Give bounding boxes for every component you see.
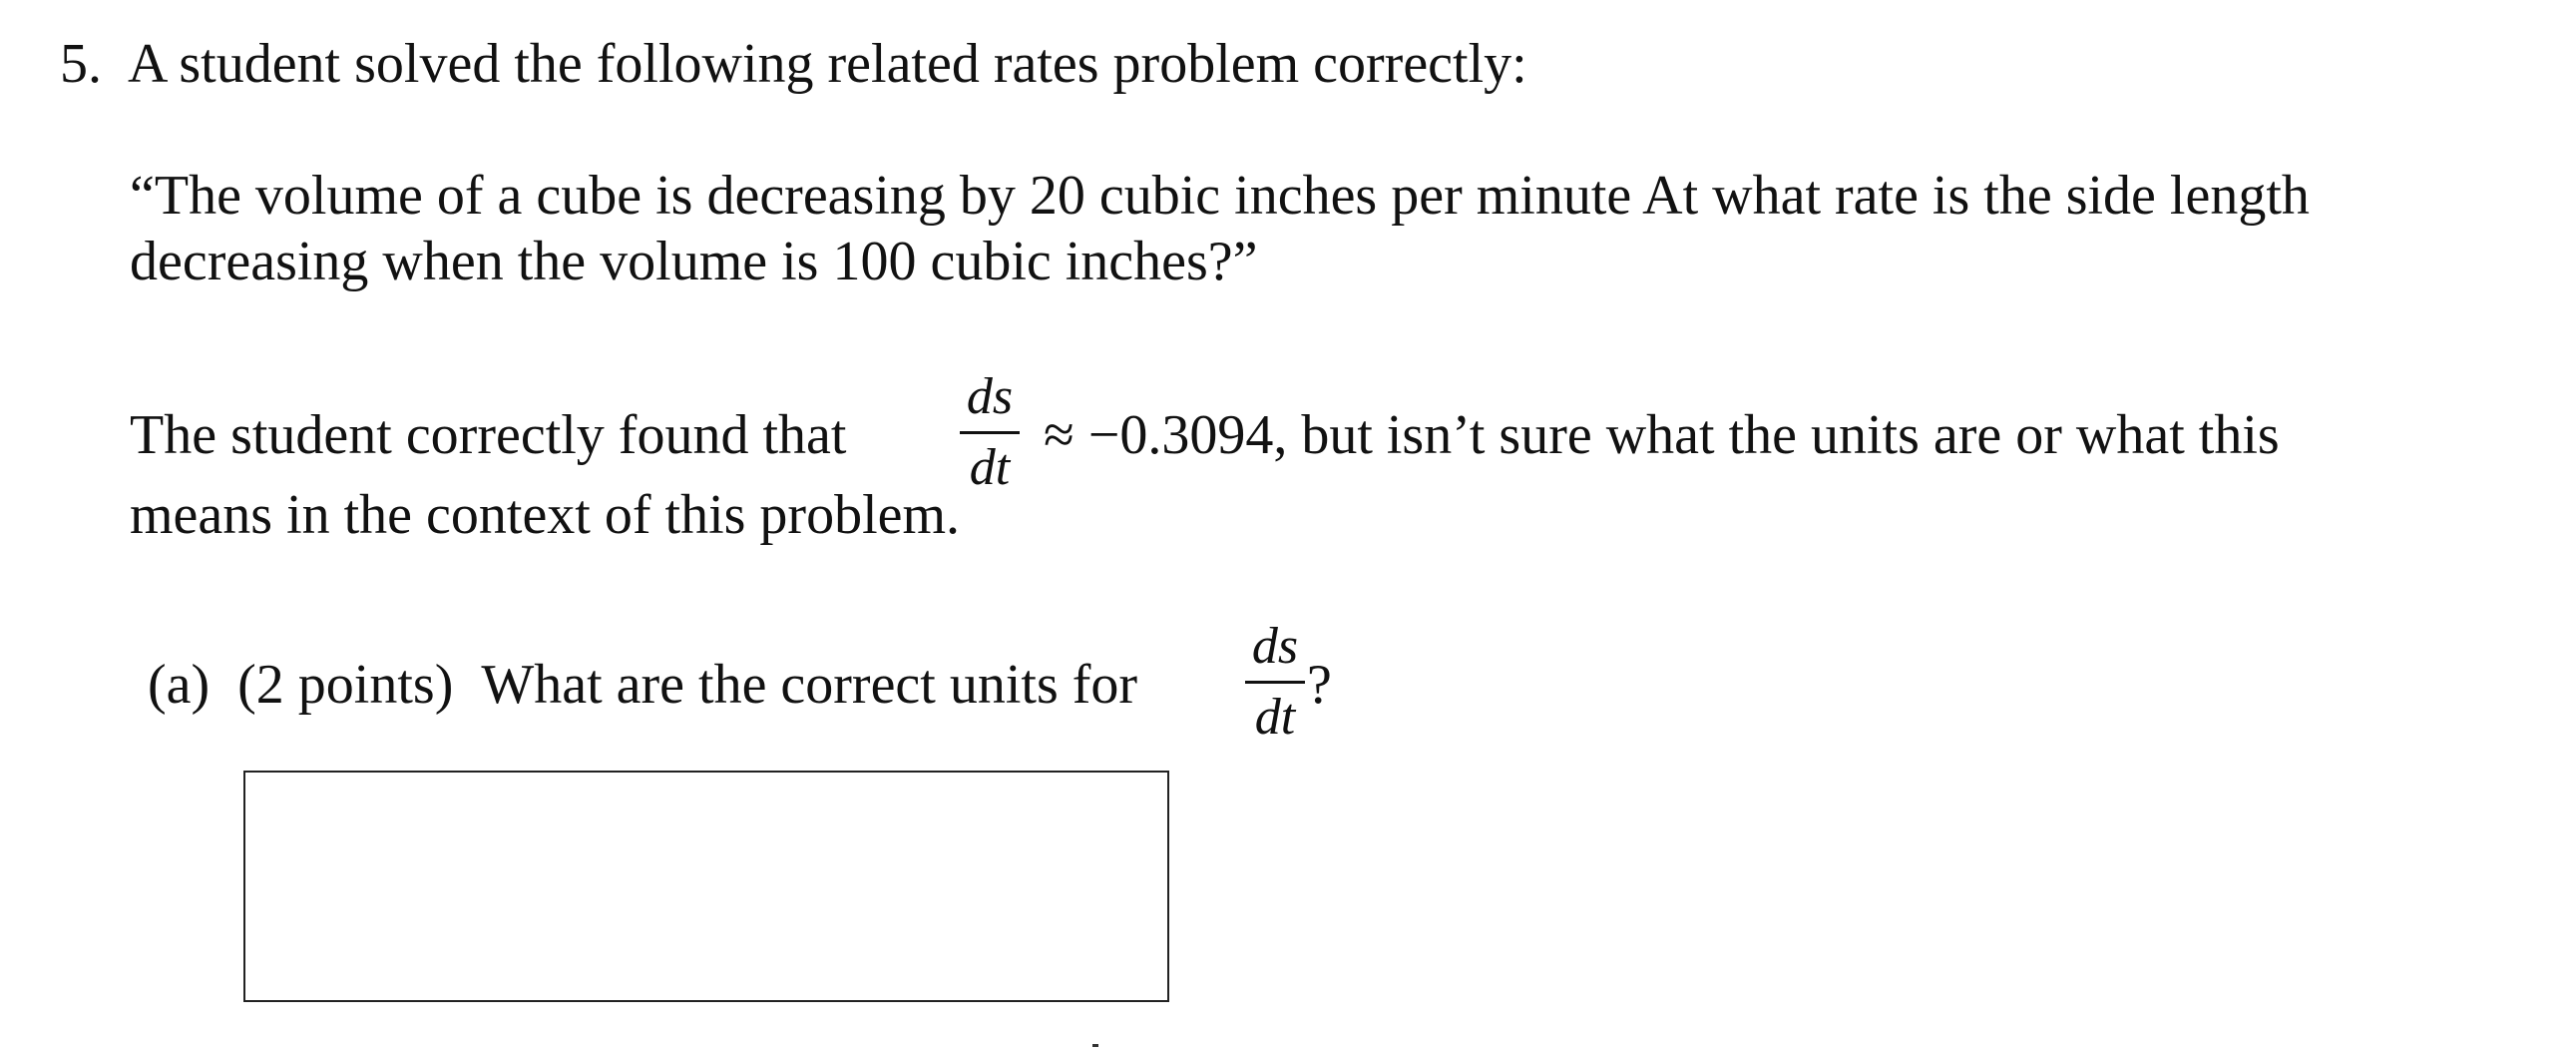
part-a-question [148,654,1138,716]
fraction-denominator: dt [1254,689,1296,746]
part-a-question-text: What are the correct units for [481,654,1138,716]
part-a-points: (2 points) [237,654,454,716]
quote-line-1: “The volume of a cube is decreasing by 20 cubic inches per minute At what rate is the side length [130,165,2310,227]
problem-header [60,33,1527,95]
part-a-label: (a) [148,654,211,716]
fraction-numerator: ds [1251,618,1299,675]
quote-line-2: decreasing when the volume is 100 cubic inches?” [130,231,1258,292]
result-text-after: ≈ −0.3094, but isn’t sure what the units are or what this [1044,404,2280,466]
problem-intro: A student solved the following related rates problem correctly: [128,33,1527,95]
fraction-bar [960,431,1020,434]
page-mark [1092,1044,1098,1047]
part-a-question-end: ? [1307,654,1332,716]
fraction-numerator: ds [966,368,1014,425]
result-line-2: means in the context of this problem. [130,484,961,546]
fraction-bar [1245,681,1305,684]
problem-number: 5. [60,33,102,95]
answer-box-part-a[interactable] [243,771,1169,1002]
result-text-before: The student correctly found that [130,404,847,466]
derivative-fraction-result [960,368,1020,496]
fraction-denominator: dt [969,439,1011,496]
derivative-fraction-part-a [1245,618,1305,746]
